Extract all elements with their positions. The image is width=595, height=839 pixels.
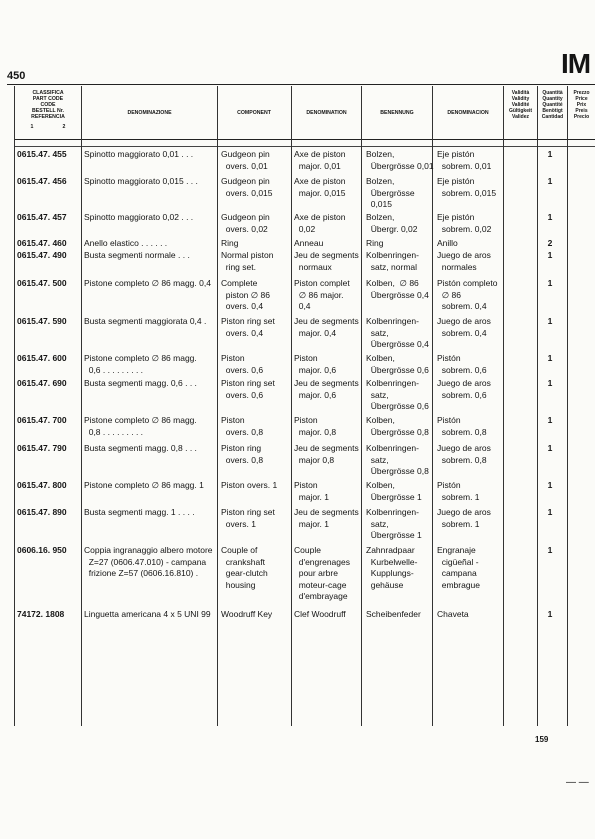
italian-description-line: Busta segmenti magg. 0,6 . . . xyxy=(84,378,197,388)
french-denomination-line: Piston xyxy=(294,415,318,425)
quantity: 1 xyxy=(547,507,553,517)
german-benennung-line: Bolzen, xyxy=(366,176,395,186)
german-benennung-line: Übergrösse 1 xyxy=(366,530,422,540)
section-code: IM xyxy=(561,48,591,79)
english-component-line: overs. 0,4 xyxy=(221,327,264,338)
header-benennung: BENENNUNG xyxy=(380,110,414,116)
german-benennung-line: Kolben, ∅ 86 xyxy=(366,278,419,288)
english-component xyxy=(221,545,296,591)
part-code: 0615.47. 455 xyxy=(17,149,67,159)
spanish-denominacion xyxy=(437,378,507,401)
german-benennung-line: Kupplungs- xyxy=(366,568,414,578)
german-benennung-line: satz, xyxy=(366,518,389,529)
header-denominazione: DENOMINAZIONE xyxy=(127,110,172,116)
german-benennung-line: Bolzen, xyxy=(366,212,395,222)
german-benennung-line: satz, xyxy=(366,454,389,465)
italian-description-line: Coppia ingranaggio albero motore xyxy=(84,545,213,555)
italian-description xyxy=(84,609,213,621)
french-denomination xyxy=(294,149,374,172)
french-denomination xyxy=(294,507,374,530)
german-benennung-line: Übergrösse 0,8 xyxy=(366,466,429,476)
french-denomination xyxy=(294,609,374,621)
french-denomination xyxy=(294,480,374,503)
part-code: 0615.47. 690 xyxy=(17,378,67,388)
part-code: 0615.47. 456 xyxy=(17,176,67,186)
footer-page-number: 159 xyxy=(535,735,549,744)
part-code: 0615.47. 500 xyxy=(17,278,67,288)
english-component-line: Piston xyxy=(221,415,245,425)
footer-dash: — — xyxy=(566,777,589,788)
german-benennung xyxy=(366,507,436,542)
quantity: 1 xyxy=(547,545,553,555)
english-component-line: Complete xyxy=(221,278,258,288)
french-denomination xyxy=(294,212,374,235)
german-benennung xyxy=(366,353,436,376)
price-header: Prezzo Price Prix Preis Precio xyxy=(573,90,590,120)
german-benennung-line: Kolben, xyxy=(366,480,395,490)
english-component xyxy=(221,480,296,492)
classification-header: CLASSIFICA PART CODE CODE BESTELL Nr. REFERENCIA 1 2 xyxy=(30,90,66,130)
german-benennung-line: 0,015 xyxy=(366,199,392,209)
english-component xyxy=(221,278,296,313)
french-denomination-line: Anneau xyxy=(294,238,324,248)
part-code: 74172. 1808 xyxy=(17,609,65,619)
german-benennung-line: Übergrösse 0,4 xyxy=(366,289,429,300)
part-code: 0615.47. 890 xyxy=(17,507,67,517)
spanish-denominacion xyxy=(437,278,507,313)
spanish-denominacion-line: sobrem. 0,4 xyxy=(437,301,487,311)
spanish-denominacion xyxy=(437,415,507,438)
german-benennung-line: Kolbenringen- xyxy=(366,507,419,517)
english-component-line: Gudgeon pin xyxy=(221,212,270,222)
german-benennung-line: Übergrösse 0,01 xyxy=(366,160,434,171)
french-denomination xyxy=(294,545,374,603)
german-benennung-line: satz, normal xyxy=(366,261,418,272)
italian-description-line: Spinotto maggiorato 0,02 . . . xyxy=(84,212,194,222)
italian-description-line: Pistone completo ∅ 86 magg. xyxy=(84,353,197,363)
french-denomination-line: major. 1 xyxy=(294,491,329,502)
german-benennung xyxy=(366,480,436,503)
spanish-denominacion-line: Eje pistón xyxy=(437,149,475,159)
german-benennung-line: Kolben, xyxy=(366,415,395,425)
german-benennung-line: Ring xyxy=(366,238,384,248)
italian-description-line: Anello elastico . . . . . . xyxy=(84,238,168,248)
french-denomination-line: major. 1 xyxy=(294,518,329,529)
spanish-denominacion-line: normales xyxy=(437,261,477,272)
english-component-line: overs. 0,015 xyxy=(221,187,273,198)
quantity: 1 xyxy=(547,212,553,222)
german-benennung xyxy=(366,609,436,621)
german-benennung-line: Übergrösse 0,6 xyxy=(366,364,429,375)
french-denomination-line: Piston xyxy=(294,353,318,363)
german-benennung-line: Übergrösse 0,4 xyxy=(366,339,429,349)
italian-description-line: Pistone completo ∅ 86 magg. 0,4 xyxy=(84,278,211,288)
quantity: 1 xyxy=(547,443,553,453)
spanish-denominacion-line: sobrem. 0,4 xyxy=(437,327,487,338)
part-code: 0615.47. 600 xyxy=(17,353,67,363)
part-code: 0615.47. 590 xyxy=(17,316,67,326)
spanish-denominacion-line: Eje pistón xyxy=(437,212,475,222)
header-component: COMPONENT xyxy=(237,110,271,116)
spanish-denominacion-line: Eje pistón xyxy=(437,176,475,186)
english-component xyxy=(221,212,296,235)
italian-description xyxy=(84,443,213,455)
german-benennung xyxy=(366,443,436,478)
sub-column-2: 2 xyxy=(62,124,66,130)
english-component-line: crankshaft xyxy=(221,556,265,567)
column-divider xyxy=(14,86,15,726)
english-component-line: Piston ring set xyxy=(221,378,275,388)
german-benennung-line: Kolbenringen- xyxy=(366,443,419,453)
french-denomination-line: moteur-cage xyxy=(294,579,347,590)
spanish-denominacion-line: Anillo xyxy=(437,238,458,248)
italian-description xyxy=(84,378,213,390)
german-benennung-line: Kurbelwelle- xyxy=(366,556,418,567)
italian-description-line: 0,6 . . . . . . . . . xyxy=(84,364,144,375)
french-denomination xyxy=(294,238,374,250)
english-component-line: gear-clutch xyxy=(221,568,268,578)
english-component-line: Woodruff Key xyxy=(221,609,273,619)
german-benennung-line: Kolbenringen- xyxy=(366,378,419,388)
french-denomination-line: Axe de piston xyxy=(294,212,346,222)
part-code: 0615.47. 800 xyxy=(17,480,67,490)
spanish-denominacion-line: Pistón xyxy=(437,353,461,363)
german-benennung-line: Zahnradpaar xyxy=(366,545,415,555)
quantity: 1 xyxy=(547,250,553,260)
spanish-denominacion-line: Juego de aros xyxy=(437,250,491,260)
english-component xyxy=(221,507,296,530)
german-benennung xyxy=(366,378,436,413)
german-benennung-line: Übergrösse xyxy=(366,187,415,198)
italian-description-line: Pistone completo ∅ 86 magg. xyxy=(84,415,197,425)
spanish-denominacion-line: sobrem. 0,02 xyxy=(437,223,492,234)
french-denomination-line: normaux xyxy=(294,261,332,272)
italian-description xyxy=(84,238,213,250)
italian-description xyxy=(84,250,213,262)
italian-description-line: Busta segmenti magg. 1 . . . . xyxy=(84,507,195,517)
french-denomination xyxy=(294,443,374,466)
spanish-denominacion xyxy=(437,176,507,199)
italian-description xyxy=(84,480,213,492)
header-bottom-rule xyxy=(14,139,595,140)
spanish-denominacion-line: embrague xyxy=(437,579,480,590)
german-benennung-line: Scheibenfeder xyxy=(366,609,421,619)
english-component-line: overs. 0,6 xyxy=(221,389,264,400)
italian-description xyxy=(84,545,213,580)
validity-header: Validità Validity Validité Gültigkeit Validez xyxy=(508,90,533,120)
english-component xyxy=(221,609,296,621)
spanish-denominacion xyxy=(437,238,507,250)
french-denomination-line: Axe de piston xyxy=(294,149,346,159)
english-component xyxy=(221,238,296,250)
quantity-header: Quantità Quantity Quantité Benötigt Cantidad xyxy=(541,90,564,120)
french-denomination-line: ∅ 86 major. xyxy=(294,289,344,300)
english-component xyxy=(221,353,296,376)
italian-description-line: Spinotto maggiorato 0,01 . . . xyxy=(84,149,194,159)
sub-column-1: 1 xyxy=(30,124,34,130)
spanish-denominacion-line: sobrem. 0,6 xyxy=(437,364,487,375)
french-denomination-line: major. 0,6 xyxy=(294,364,337,375)
italian-description-line: Busta segmenti magg. 0,8 . . . xyxy=(84,443,197,453)
english-component-line: Piston xyxy=(221,353,245,363)
quantity: 1 xyxy=(547,415,553,425)
header-denominacion: DENOMINACION xyxy=(447,110,489,116)
italian-description xyxy=(84,176,213,188)
spanish-denominacion-line: sobrem. 0,015 xyxy=(437,187,497,198)
french-denomination-line: major. 0,015 xyxy=(294,187,346,198)
german-benennung xyxy=(366,415,436,438)
column-divider xyxy=(537,86,538,726)
italian-description-line: frizione Z=57 (0606.16.810) . xyxy=(84,568,199,578)
french-denomination-line: Piston xyxy=(294,480,318,490)
italian-description-line: Z=27 (0606.47.010) - campana xyxy=(84,556,207,567)
german-benennung-line: gehäuse xyxy=(366,579,404,590)
english-component-line: Piston overs. 1 xyxy=(221,480,278,490)
quantity: 1 xyxy=(547,149,553,159)
german-benennung-line: Übergrösse 0,6 xyxy=(366,401,429,411)
spanish-denominacion-line: sobrem. 0,8 xyxy=(437,426,487,437)
header-thin-rule xyxy=(14,146,595,147)
spanish-denominacion-line: sobrem. 1 xyxy=(437,491,480,502)
italian-description xyxy=(84,149,213,161)
french-denomination-line: Jeu de segments xyxy=(294,250,359,260)
spanish-denominacion xyxy=(437,443,507,466)
english-component-line: piston ∅ 86 xyxy=(221,289,270,300)
spanish-denominacion-line: Engranaje xyxy=(437,545,476,555)
french-denomination xyxy=(294,316,374,339)
french-denomination-line: d'embrayage xyxy=(294,591,348,601)
spanish-denominacion-line: Juego de aros xyxy=(437,378,491,388)
french-denomination-line: Piston complet xyxy=(294,278,350,288)
italian-description xyxy=(84,278,213,290)
quantity: 1 xyxy=(547,316,553,326)
italian-description-line: Busta segmenti normale . . . xyxy=(84,250,190,260)
french-denomination-line: Jeu de segments xyxy=(294,316,359,326)
italian-description xyxy=(84,415,213,438)
top-rule xyxy=(7,84,595,85)
english-component-line: overs. 0,02 xyxy=(221,223,268,234)
header-denomination: DENOMINATION xyxy=(306,110,347,116)
spanish-denominacion-line: Pistón completo xyxy=(437,278,498,288)
english-component xyxy=(221,443,296,466)
italian-description xyxy=(84,212,213,224)
french-denomination xyxy=(294,278,374,313)
italian-description xyxy=(84,353,213,376)
french-denomination-line: 0,4 xyxy=(294,301,311,311)
italian-description-line: Spinotto maggiorato 0,015 . . . xyxy=(84,176,198,186)
english-component-line: overs. 0,8 xyxy=(221,426,264,437)
german-benennung-line: Übergr. 0,02 xyxy=(366,223,418,234)
quantity: 1 xyxy=(547,480,553,490)
french-denomination xyxy=(294,415,374,438)
german-benennung-line: Übergrösse 1 xyxy=(366,491,422,502)
spanish-denominacion-line: Pistón xyxy=(437,415,461,425)
italian-description-line: Busta segmenti maggiorata 0,4 . xyxy=(84,316,207,326)
part-code: 0615.47. 460 xyxy=(17,238,67,248)
quantity: 2 xyxy=(547,238,553,248)
quantity: 1 xyxy=(547,176,553,186)
german-benennung xyxy=(366,278,436,301)
english-component-line: Gudgeon pin xyxy=(221,176,270,186)
german-benennung xyxy=(366,149,436,172)
french-denomination-line: Clef Woodruff xyxy=(294,609,346,619)
page-number: 450 xyxy=(7,70,26,82)
english-component xyxy=(221,176,296,199)
part-code: 0615.47. 700 xyxy=(17,415,67,425)
french-denomination-line: major. 0,8 xyxy=(294,426,337,437)
spanish-denominacion-line: cigüeñal - xyxy=(437,556,479,567)
english-component-line: overs. 0,6 xyxy=(221,364,264,375)
italian-description xyxy=(84,507,213,519)
spanish-denominacion-line: sobrem. 1 xyxy=(437,518,480,529)
part-code: 0615.47. 457 xyxy=(17,212,67,222)
german-benennung-line: satz, xyxy=(366,327,389,338)
column-divider xyxy=(81,86,82,726)
english-component-line: overs. 0,4 xyxy=(221,301,264,311)
spanish-denominacion-line: Pistón xyxy=(437,480,461,490)
english-component-line: overs. 0,8 xyxy=(221,454,264,465)
quantity: 1 xyxy=(547,278,553,288)
part-code: 0615.47. 790 xyxy=(17,443,67,453)
spanish-denominacion-line: campana xyxy=(437,568,477,578)
german-benennung-line: satz, xyxy=(366,389,389,400)
french-denomination-line: major. 0,4 xyxy=(294,327,337,338)
german-benennung-line: Bolzen, xyxy=(366,149,395,159)
italian-description-line: Linguetta americana 4 x 5 UNI 99 xyxy=(84,609,211,619)
french-denomination-line: Jeu de segments xyxy=(294,443,359,453)
spanish-denominacion xyxy=(437,250,507,273)
english-component xyxy=(221,378,296,401)
english-component-line: Ring xyxy=(221,238,239,248)
french-denomination xyxy=(294,250,374,273)
french-denomination-line: Jeu de segments xyxy=(294,507,359,517)
spanish-denominacion-line: sobrem. 0,6 xyxy=(437,389,487,400)
spanish-denominacion xyxy=(437,149,507,172)
german-benennung xyxy=(366,316,436,351)
french-denomination-line: Jeu de segments xyxy=(294,378,359,388)
spanish-denominacion xyxy=(437,545,507,591)
spanish-denominacion-line: Juego de aros xyxy=(437,316,491,326)
spanish-denominacion-line: sobrem. 0,8 xyxy=(437,454,487,465)
spanish-denominacion xyxy=(437,316,507,339)
english-component-line: Piston ring xyxy=(221,443,262,453)
french-denomination-line: Axe de piston xyxy=(294,176,346,186)
french-denomination-line: major. 0,01 xyxy=(294,160,341,171)
english-component xyxy=(221,149,296,172)
english-component-line: Couple of xyxy=(221,545,258,555)
english-component-line: Piston ring set xyxy=(221,316,275,326)
french-denomination-line: d'engrenages xyxy=(294,556,350,567)
spanish-denominacion xyxy=(437,353,507,376)
german-benennung xyxy=(366,238,436,250)
english-component-line: ring set. xyxy=(221,261,256,272)
german-benennung-line: Kolben, xyxy=(366,353,395,363)
column-divider xyxy=(217,86,218,726)
spanish-denominacion-line: sobrem. 0,01 xyxy=(437,160,492,171)
german-benennung-line: Kolbenringen- xyxy=(366,250,419,260)
spanish-denominacion xyxy=(437,480,507,503)
spanish-denominacion xyxy=(437,212,507,235)
french-denomination xyxy=(294,353,374,376)
spanish-denominacion-line: Juego de aros xyxy=(437,443,491,453)
english-component-line: housing xyxy=(221,579,256,590)
french-denomination xyxy=(294,176,374,199)
german-benennung-line: Kolbenringen- xyxy=(366,316,419,326)
italian-description xyxy=(84,316,213,328)
spanish-denominacion xyxy=(437,507,507,530)
german-benennung xyxy=(366,545,436,591)
french-denomination-line: 0,02 xyxy=(294,223,316,234)
english-component xyxy=(221,250,296,273)
french-denomination xyxy=(294,378,374,401)
german-benennung-line: Übergrösse 0,8 xyxy=(366,426,429,437)
quantity: 1 xyxy=(547,353,553,363)
spanish-denominacion-line: ∅ 86 xyxy=(437,289,461,300)
french-denomination-line: major 0,8 xyxy=(294,454,335,465)
quantity: 1 xyxy=(547,609,553,619)
german-benennung xyxy=(366,250,436,273)
italian-description-line: 0,8 . . . . . . . . . xyxy=(84,426,144,437)
part-code: 0615.47. 490 xyxy=(17,250,67,260)
english-component-line: overs. 0,01 xyxy=(221,160,268,171)
english-component xyxy=(221,415,296,438)
column-divider xyxy=(567,86,568,726)
english-component-line: Piston ring set xyxy=(221,507,275,517)
french-denomination-line: pour arbre xyxy=(294,568,338,578)
german-benennung xyxy=(366,176,436,211)
french-denomination-line: Couple xyxy=(294,545,321,555)
english-component-line: Normal piston xyxy=(221,250,274,260)
quantity: 1 xyxy=(547,378,553,388)
english-component xyxy=(221,316,296,339)
french-denomination-line: major. 0,6 xyxy=(294,389,337,400)
part-code: 0606.16. 950 xyxy=(17,545,67,555)
spanish-denominacion xyxy=(437,609,507,621)
spanish-denominacion-line: Juego de aros xyxy=(437,507,491,517)
spanish-denominacion-line: Chaveta xyxy=(437,609,469,619)
english-component-line: Gudgeon pin xyxy=(221,149,270,159)
german-benennung xyxy=(366,212,436,235)
english-component-line: overs. 1 xyxy=(221,518,256,529)
italian-description-line: Pistone completo ∅ 86 magg. 1 xyxy=(84,480,204,490)
